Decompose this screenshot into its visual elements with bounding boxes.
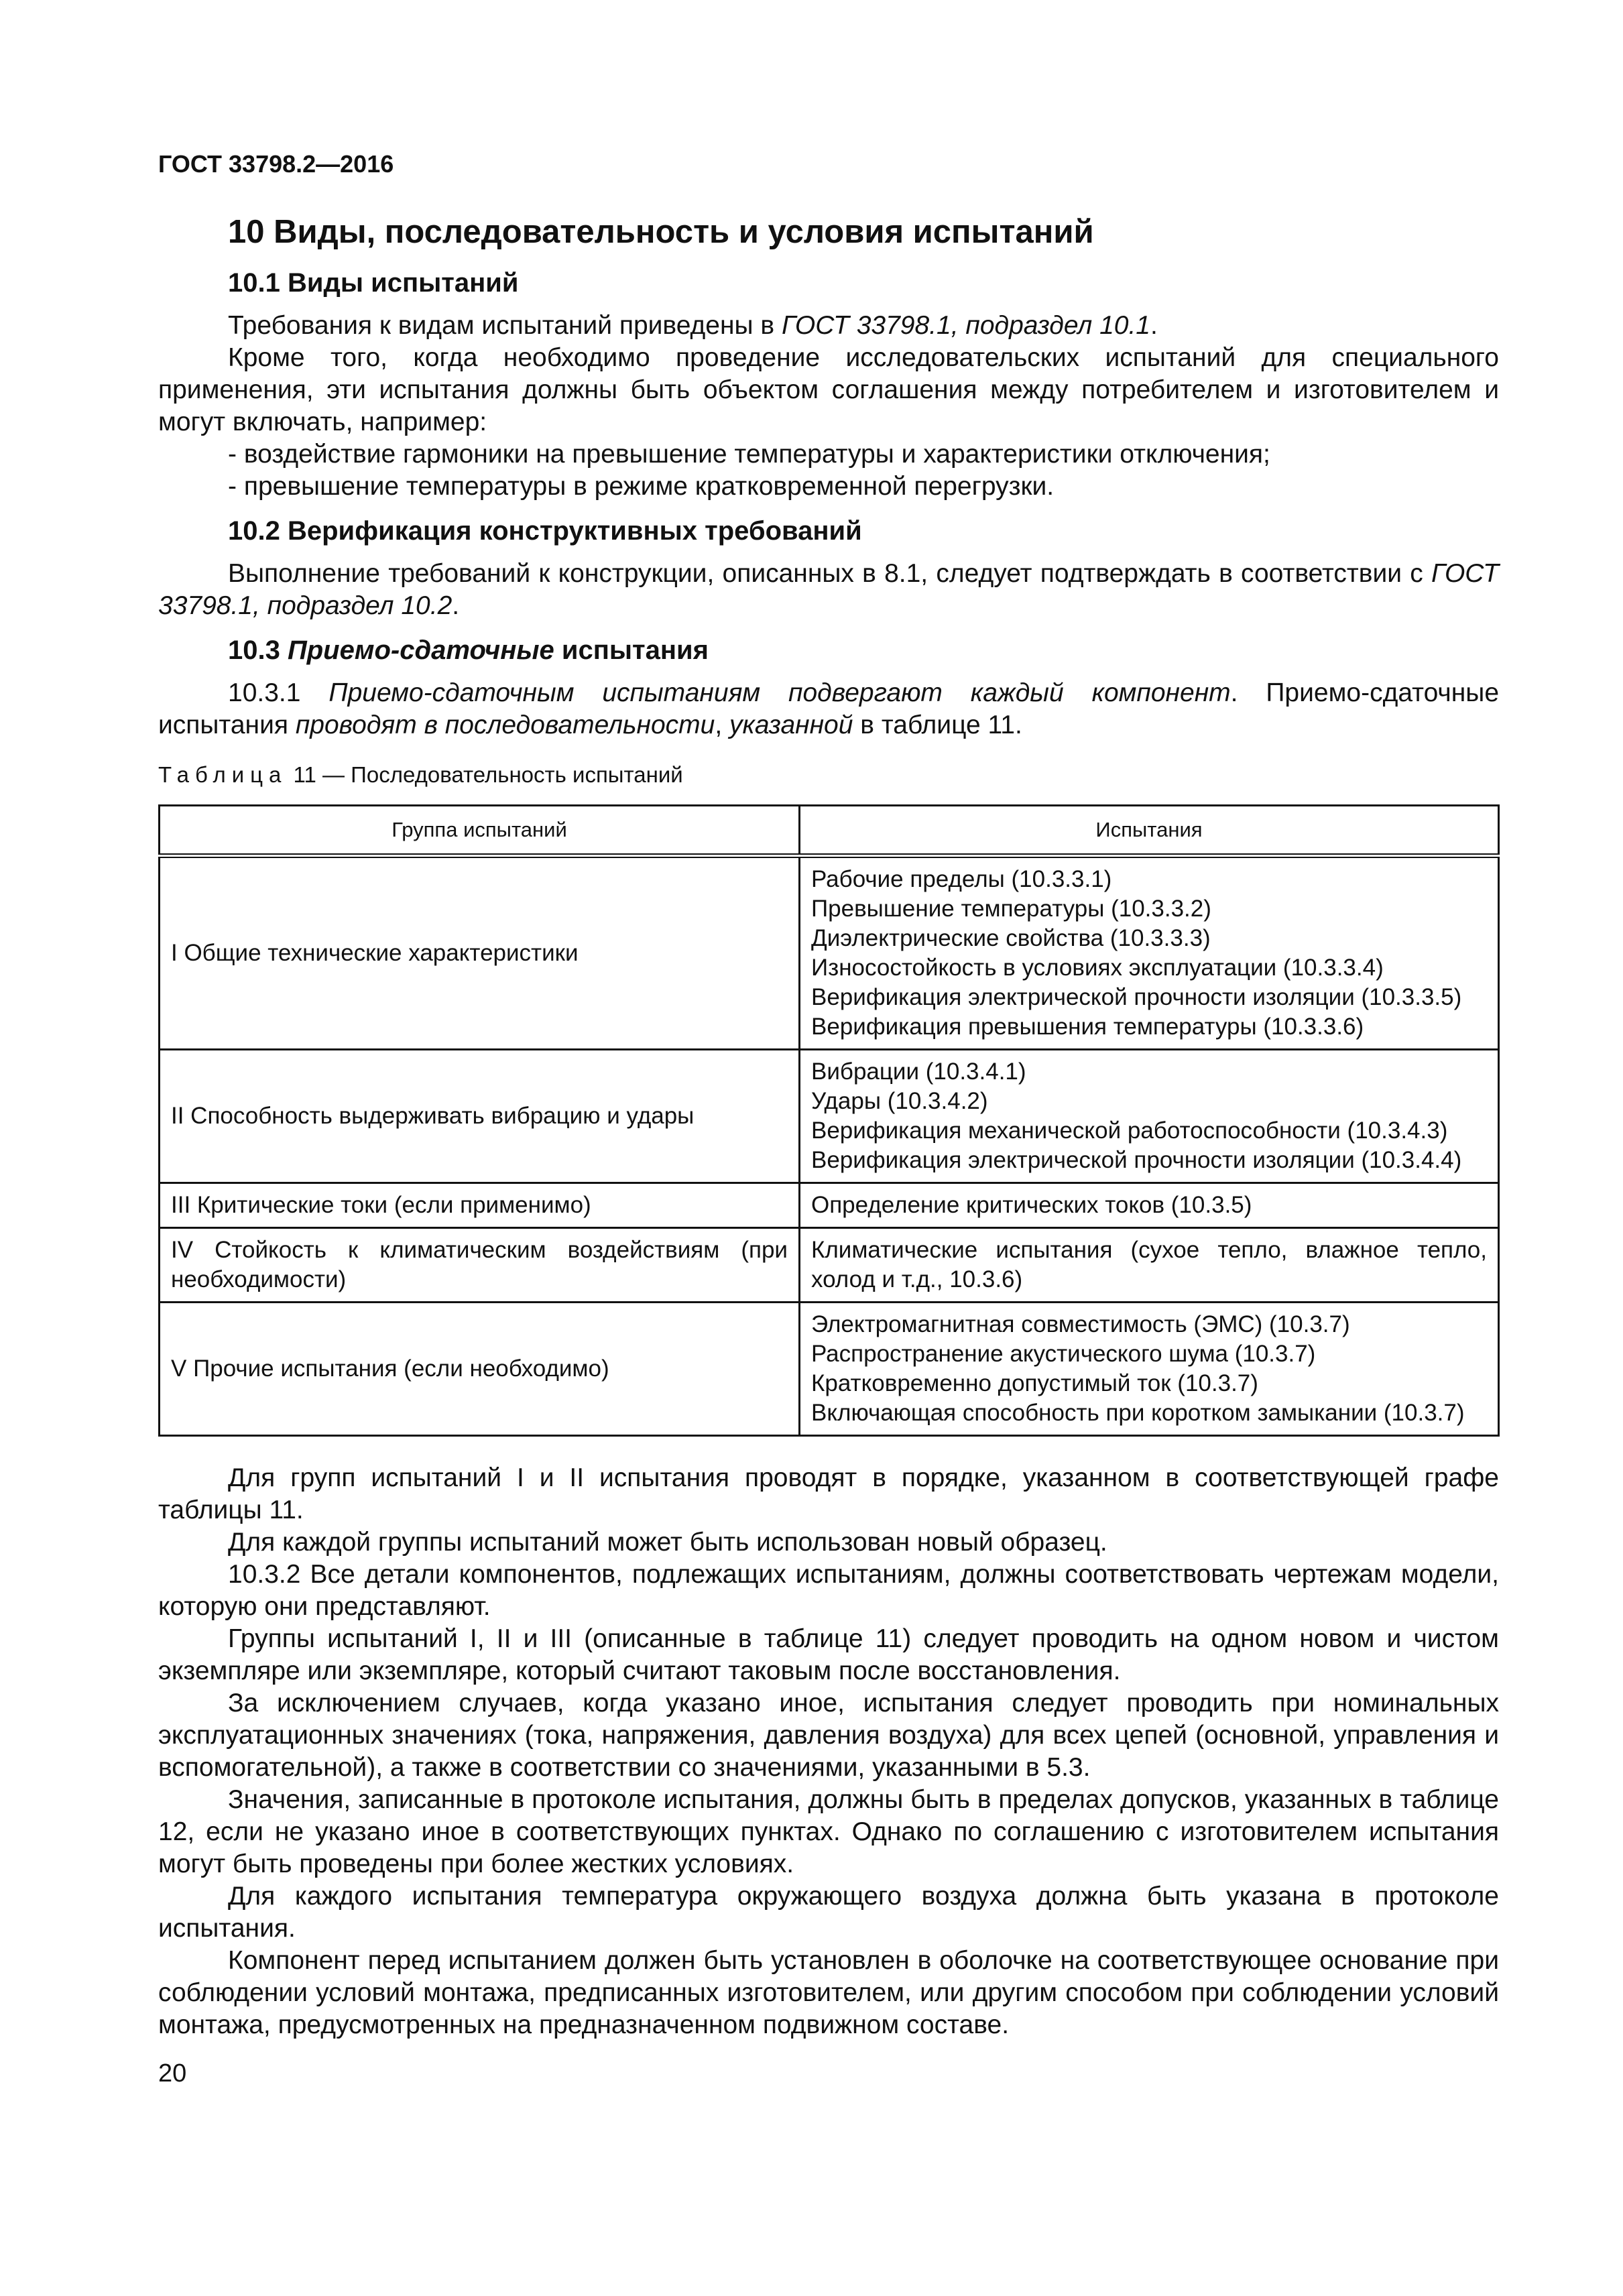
post-table-text	[158, 1462, 1499, 2041]
tests-cell	[800, 1050, 1499, 1183]
page-content	[158, 209, 1499, 2041]
text: проводят в последовательности	[295, 711, 715, 739]
table-header-row	[160, 806, 1499, 856]
paragraph: За исключением случаев, когда указано иное, испытания следует проводить при номинальных эксплуатационных значениях (тока, напряжения, давления воздуха) для всех цепей (основной, управления и вспомогательной), а также в соответствии со значениями, указанными в 5.3.	[158, 1689, 1499, 1782]
paragraph: Для каждого испытания температура окружающего воздуха должна быть указана в протоколе испытания.	[158, 1882, 1499, 1943]
text: Приемо-сдаточным испытаниям подвергают каждый компонент	[328, 678, 1231, 707]
test-item: Износостойкость в условиях эксплуатации (10.3.3.4)	[811, 955, 1384, 981]
paragraph-10-1-1	[158, 310, 1499, 342]
text: Требования к видам испытаний приведены в	[228, 311, 782, 340]
test-group-cell: II Способность выдерживать вибрацию и удары	[160, 1050, 800, 1183]
test-item: Климатические испытания (сухое тепло, влажное тепло, холод и т.д., 10.3.6)	[811, 1237, 1487, 1292]
text: . Приемо-сдаточные испытания	[158, 678, 1500, 739]
test-group-cell: I Общие технические характеристики	[160, 856, 800, 1050]
text: .	[1150, 311, 1158, 340]
document-code-header: ГОСТ 33798.2—2016	[158, 150, 394, 178]
tests-cell	[800, 1303, 1499, 1436]
table-row	[160, 1183, 1499, 1228]
list-item: - превышение температуры в режиме кратковременной перегрузки.	[228, 472, 1055, 501]
table-row	[160, 1228, 1499, 1303]
paragraph: Для каждой группы испытаний может быть использован новый образец.	[228, 1528, 1107, 1557]
text: .	[452, 591, 460, 620]
table-row	[160, 1050, 1499, 1183]
text: указанной	[729, 711, 853, 739]
test-item: Кратковременно допустимый ток (10.3.7)	[811, 1370, 1258, 1396]
subsection-10-3-title	[228, 633, 1499, 668]
text: Приемо-сдаточные	[287, 636, 554, 665]
column-header-group: Группа испытаний	[160, 806, 800, 856]
paragraph-10-3-1	[158, 677, 1499, 741]
test-item: Рабочие пределы (10.3.3.1)	[811, 866, 1112, 892]
test-item: Верификация превышения температуры (10.3.3.6)	[811, 1014, 1364, 1040]
test-item: Вибрации (10.3.4.1)	[811, 1059, 1026, 1085]
test-item: Определение критических токов (10.3.5)	[811, 1192, 1252, 1218]
paragraph: Значения, записанные в протоколе испытания, должны быть в пределах допусков, указанных в таблице 12, если не указано иное в соответствующих пунктах. Однако по соглашению с изготовителем испытания могут быть проведены при более жестких условиях.	[158, 1785, 1499, 1878]
tests-cell	[800, 1228, 1499, 1303]
paragraph-10-2-1	[158, 558, 1499, 622]
table-caption-label: Таблица	[158, 762, 288, 787]
test-item: Верификация механической работоспособности (10.3.4.3)	[811, 1117, 1448, 1144]
test-item: Распространение акустического шума (10.3.7)	[811, 1341, 1316, 1367]
text: 10.3.1	[228, 678, 329, 707]
text: Выполнение требований к конструкции, описанных в 8.1, следует подтверждать в соответствии с	[228, 559, 1432, 588]
paragraph: Для групп испытаний I и II испытания проводят в порядке, указанном в соответствующей графе таблицы 11.	[158, 1463, 1499, 1524]
list-item: - воздействие гармоники на превышение температуры и характеристики отключения;	[228, 440, 1270, 469]
test-group-cell: III Критические токи (если применимо)	[160, 1183, 800, 1228]
table-caption	[158, 760, 1499, 790]
tests-cell	[800, 856, 1499, 1050]
text: в таблице 11.	[853, 711, 1022, 739]
text: испытания	[554, 636, 709, 665]
tests-cell	[800, 1183, 1499, 1228]
page-number: 20	[158, 2059, 187, 2088]
text: 10.3	[228, 636, 288, 665]
table-row	[160, 1303, 1499, 1436]
paragraph-10-1-2: Кроме того, когда необходимо проведение исследовательских испытаний для специального применения, эти испытания должны быть объектом соглашения между потребителем и изготовителем и могут включать, например:	[158, 343, 1499, 436]
table-caption-title: 11 — Последовательность испытаний	[287, 762, 683, 787]
paragraph: Группы испытаний I, II и III (описанные в таблице 11) следует проводить на одном новом и чистом экземпляре или экземпляре, который считают таковым после восстановления.	[158, 1624, 1499, 1685]
table-body	[160, 856, 1499, 1436]
text: ,	[715, 711, 729, 739]
subsection-10-2-title: 10.2 Верификация конструктивных требований	[228, 516, 862, 546]
test-group-cell: IV Стойкость к климатическим воздействиям (при необходимости)	[160, 1228, 800, 1303]
test-sequence-table	[158, 804, 1500, 1437]
test-item: Электромагнитная совместимость (ЭМС) (10.3.7)	[811, 1311, 1350, 1337]
test-item: Диэлектрические свойства (10.3.3.3)	[811, 925, 1211, 951]
test-item: Удары (10.3.4.2)	[811, 1088, 988, 1114]
section-title: 10 Виды, последовательность и условия испытаний	[228, 214, 1094, 250]
paragraph: Компонент перед испытанием должен быть установлен в оболочке на соответствующее основание при соблюдении условий монтажа, предписанных изготовителем, или другим способом при соблюдении условий монтажа, предусмотренных на предназначенном подвижном составе.	[158, 1946, 1499, 2039]
test-item: Верификация электрической прочности изоляции (10.3.3.5)	[811, 984, 1462, 1010]
test-item: Превышение температуры (10.3.3.2)	[811, 896, 1211, 922]
test-item: Включающая способность при коротком замыкании (10.3.7)	[811, 1400, 1465, 1426]
standard-reference: ГОСТ 33798.1, подраздел 10.2	[158, 559, 1499, 620]
table-row	[160, 856, 1499, 1050]
standard-reference: ГОСТ 33798.1, подраздел 10.1	[781, 311, 1150, 340]
paragraph-10-3-2: 10.3.2 Все детали компонентов, подлежащих испытаниям, должны соответствовать чертежам модели, которую они представляют.	[158, 1560, 1499, 1621]
column-header-tests: Испытания	[800, 806, 1499, 856]
subsection-10-1-title: 10.1 Виды испытаний	[228, 268, 519, 298]
test-group-cell: V Прочие испытания (если необходимо)	[160, 1303, 800, 1436]
test-item: Верификация электрической прочности изоляции (10.3.4.4)	[811, 1147, 1462, 1173]
